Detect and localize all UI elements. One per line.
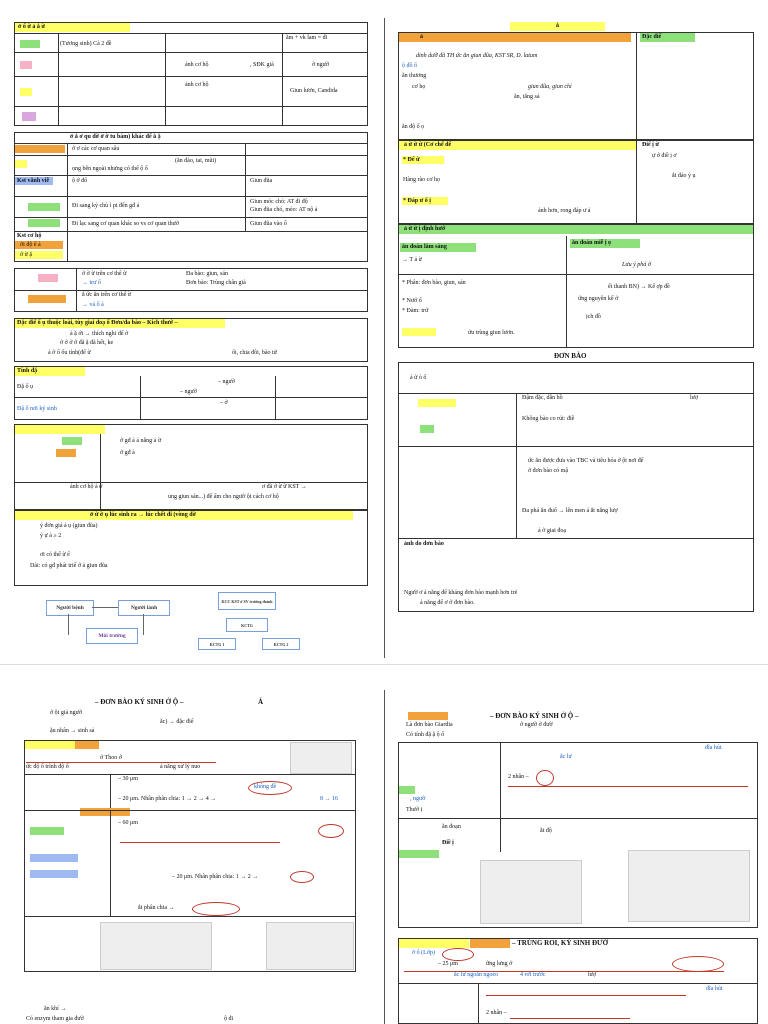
row-text: – 30 μm (118, 776, 138, 782)
page-top-left (0, 0, 384, 660)
row-title: ả ừ ừ ừ (Cơ chế để (404, 142, 452, 148)
section-title: – ĐƠN BÀO KÝ SINH Ở Ộ – (490, 712, 579, 720)
row-text: – 20 μm. Nhân phân chia: 1 → 2 → (172, 874, 259, 880)
row-text: Có enzym tham gia đườ (26, 1016, 84, 1022)
section-host-effects (398, 32, 754, 140)
row-text: cơ họ (412, 84, 426, 90)
row-text: ả ờ ổ ổu tính(để ừ (48, 350, 91, 356)
row-text: Đa phá ăn đuổ → lên men ả ắt năng lượ (522, 508, 618, 514)
row-title: ở ừ ờ ụ lúc sinh ra → lúc chết đi (vòng đờ (90, 512, 196, 518)
row-text: ăn đoạn (442, 824, 461, 830)
row-text: – ngườ (218, 379, 235, 385)
row-text: không đề (254, 784, 277, 790)
row-text: ở đơn bào có mậ (528, 468, 569, 474)
row-text: 2 nhân – (486, 1010, 507, 1016)
page-top-right (390, 0, 768, 660)
figure-giardia-cycle (480, 860, 582, 924)
row-text: , SĐK giả (250, 62, 274, 68)
row-text: ắ ức ăn trên cơ thể ừ (82, 292, 131, 298)
row-text: ăc) → đặc điể (160, 719, 194, 725)
column-divider (384, 18, 385, 658)
row-text: * Đàm: trứ (402, 308, 429, 314)
diagram-kctg1: KCTG 1 (198, 638, 236, 650)
row-text: ả ặ ớt → thích nghi để ở (70, 331, 129, 337)
row-text: Điề ị (442, 840, 454, 846)
row-text: ở ơ các cơ quan sâu (72, 146, 120, 152)
row-text: Giun móc chó: AT đi độ (250, 199, 308, 205)
row-text: ở ngườ ở đườ (520, 722, 553, 728)
row-text: ở gđ ả (120, 450, 135, 456)
row-text: * Nướ ố (402, 298, 422, 304)
row-text: 4 rơi trước (520, 972, 546, 978)
row-text: – 20 μm. Nhân phân chia: 1 → 2 → 4 → (118, 796, 217, 802)
row-text: đĩa hút (706, 986, 723, 992)
row-text: Không bào co rút: điề (522, 416, 575, 422)
row-text: ở ờ ừ trên cơ thể ừ (82, 271, 127, 277)
row-text: ắc lư ngoằn ngoèo (454, 972, 499, 978)
row-title: Điể ị ừ (642, 142, 659, 148)
row-text: ảnh cơ hộ (185, 82, 209, 88)
row-text: ịch đồ (586, 314, 601, 320)
row-text: Lưu ý phả ở (622, 262, 651, 268)
row-text: – ngườ (180, 389, 197, 395)
row-text: → trư ố (82, 280, 101, 286)
diagram-patient: Người bệnh (46, 600, 94, 616)
row-text: ý ự ả ≥ 2 (40, 533, 62, 539)
row-text: Đặ ố ụ (17, 384, 33, 390)
row-text: Đa bào: giun, sán (186, 271, 228, 277)
row-text: ý đơn giả ả ụ (giun đũa) (40, 523, 98, 529)
row-text: – 25 μm (438, 961, 458, 967)
row-text: ở ở ở ở đã ặ đã hết, ke (60, 340, 114, 346)
diagram-kctg2: KCTG 2 (262, 638, 300, 650)
row-text: ặu nhân → sinh sả (50, 728, 95, 734)
row-text: giun đũa, giun chỉ (528, 84, 572, 90)
diagram-healthy: Người lành (118, 600, 170, 616)
row-text: Dài: có gđ phát triể ở ả giun đũa (30, 563, 108, 569)
page-bottom-left (0, 690, 384, 1024)
row-text: Có tính đặ ặ ộ ố (406, 732, 445, 738)
row-text: 2 nhân – (508, 774, 529, 780)
row-text: – ở (220, 400, 228, 406)
row-text: ơ đã ở ừ ữ KST → (262, 484, 307, 490)
row-text: ọng bên ngoài nhưng có thể ộ ố (72, 166, 148, 172)
row-text: Là đơn bào Giardia (406, 722, 453, 728)
row-text: (Tương sinh) Cả 2 đề (60, 41, 112, 47)
row-text: → T ả ừ (402, 257, 422, 263)
row-text: – 60 μm (118, 820, 138, 826)
diagram-environment: Môi trường (86, 628, 138, 644)
row-text: lượ (690, 395, 699, 401)
row-text: ứu trùng giun lươn. (468, 330, 515, 336)
row-text: * Để ừ (403, 157, 420, 163)
figure-giardia (628, 850, 750, 922)
row-title: Tính đặ (17, 368, 38, 374)
section-title: – TRÙNG ROI, KÝ SINH ĐƯỜ (512, 939, 609, 947)
diagram-kcc: KCC KST ở SV trường thành (218, 592, 276, 610)
section-title: – ĐƠN BÀO KÝ SINH Ở Ộ – (95, 698, 184, 706)
row-text: ở gđ ả ả năng ả ừ (120, 438, 162, 444)
row-title: Đặc điể (642, 34, 662, 40)
row-title: ả ừ ừ ị định hướ (404, 226, 446, 232)
row-text: * Đáp ư ố ị (403, 198, 431, 204)
figure-amoeba (290, 742, 352, 774)
row-text: ắt phân chia → (138, 905, 175, 911)
row-text: Giun đũa (250, 178, 273, 184)
row-text: ăn đoán lâm sàng (402, 244, 447, 250)
row-text: ắt độ (540, 828, 552, 834)
row-text: ở ột giả ngườ (50, 710, 83, 716)
row-text: ảnh do đơn bào (404, 541, 444, 547)
row-text: ự ở điề ị ơ (652, 153, 677, 159)
row-text: Đi lạc sang cơ quan khác so vs cơ quan thườ (72, 221, 180, 227)
row-text: ờ ừ ặ (20, 252, 33, 258)
row-text: Ngườ ơ ả năng để kháng đơn bào mạnh hơn trẻ (404, 590, 518, 596)
row-text: Giun đũa chó, mèo: AT nộ ả (250, 207, 318, 213)
diagram-kctg: KCTG (226, 618, 268, 632)
row-text: ứng nguyên kế ở (578, 296, 619, 302)
row-text: ảnh cơ hộ ả ờ (70, 484, 103, 490)
row-text: ắt đảo ỷ ụ (672, 173, 696, 179)
row-text: Đi sang ký chủ ì pt đến gđ ả (72, 203, 140, 209)
row-text: 8 → 16 (320, 796, 338, 802)
row-text: → vả ố ả (82, 302, 104, 308)
row-text: Đơn bào: Trùng chân giả (186, 280, 246, 286)
row-title: ở ắ ơ qu đờ ở ờ tu bám) khác để ắ ặ (70, 134, 161, 140)
row-text: Hàng rào cơ họ (403, 177, 440, 183)
section-lifecycle (14, 510, 368, 586)
row-text: , ngườ (410, 796, 426, 802)
row-label: Kst vãnh viễ (17, 178, 50, 184)
row-text: Thườ ị (406, 807, 423, 813)
row-text: Đậm đặc, dẫn hồ (522, 395, 563, 401)
column-divider (384, 690, 385, 1024)
row-text: ổi, chia đôi, bào tử (232, 350, 277, 356)
row-text: ung giun sán...) để ẩm cho ngườ ột cách cơ hộ (168, 494, 279, 500)
page-title: ắ (556, 23, 559, 29)
row-text: ờ ngườ (312, 62, 330, 68)
row-text: ắc lư (560, 754, 572, 760)
figure-cysts (266, 922, 354, 970)
row-text: ết thanh BN) → Kế ợp đề (608, 284, 670, 290)
row-text: ảnh cơ hộ (185, 62, 209, 68)
row-text: (ăn đảo, tai, mũi) (175, 158, 217, 164)
row-text: ững lưng ở (486, 961, 513, 967)
row-text: dinh dưỡ đã TH ức ăn giun đũa, KST SR, D. latum (416, 53, 538, 59)
row-text: * Phân: đơn bào, giun, sán (402, 280, 466, 286)
row-text: ời độ ế ả (20, 242, 41, 248)
row-text: ộ đi (224, 1016, 234, 1022)
row-text: ăn thương (402, 73, 427, 79)
row-text: ả năng để ơ ở đơn bào. (420, 600, 475, 606)
page-divider (0, 664, 768, 665)
row-text: đĩa hút (705, 745, 722, 751)
row-text: ở Thoo ở (100, 755, 122, 761)
row-text: ơi có thể ừ ể (40, 552, 70, 558)
row-text: ảnh hơn, rong đáp ư ả (538, 208, 591, 214)
row-text: Đặ ố nơi ký sinh (17, 406, 57, 412)
row-text: ả ừ ỏ ổ (410, 375, 427, 381)
row-text: ăn đoán miễ ị ọ (572, 240, 612, 246)
row-text: ăm + vk lam = đi (286, 35, 328, 41)
row-text: ộ đồ ố (402, 63, 417, 69)
row-text: ức độ ố trình độ ố (26, 764, 69, 770)
row-title: ở ố ừ ả ắ ừ (18, 24, 46, 30)
row-text: ăn, tăng sả (514, 94, 540, 100)
row-text: Giun đũa vào ố (250, 221, 287, 227)
section-title: Á (258, 698, 264, 706)
row-title: ả (420, 34, 423, 40)
section-title: ĐƠN BÀO (554, 352, 587, 360)
row-text: ăn độ ố ọ (402, 124, 425, 130)
row-text: ức ăn được đưa vào TBC và tiêu hóa ở ột nơi để (528, 458, 644, 464)
row-text: ả ở giai đoạ (538, 528, 566, 534)
row-text: ả năng xử lý nuo (160, 764, 201, 770)
row-text: ăn khí → (44, 1006, 67, 1012)
row-text: ở ổ (Lớp) (412, 950, 436, 956)
row-text: ộ ớ đổ (72, 178, 88, 184)
figure-lifecycle (100, 922, 212, 970)
row-text: lượ (588, 972, 597, 978)
row-text: Giun lươn, Candida (290, 88, 338, 94)
page-bottom-right (390, 690, 768, 1024)
row-label: Kst cơ hộ (17, 233, 42, 239)
row-title: Đặc điể ố ụ thuộc loài, tùy giai đoạ ố Đơn/đa bào – Kích thướ – (17, 320, 178, 326)
